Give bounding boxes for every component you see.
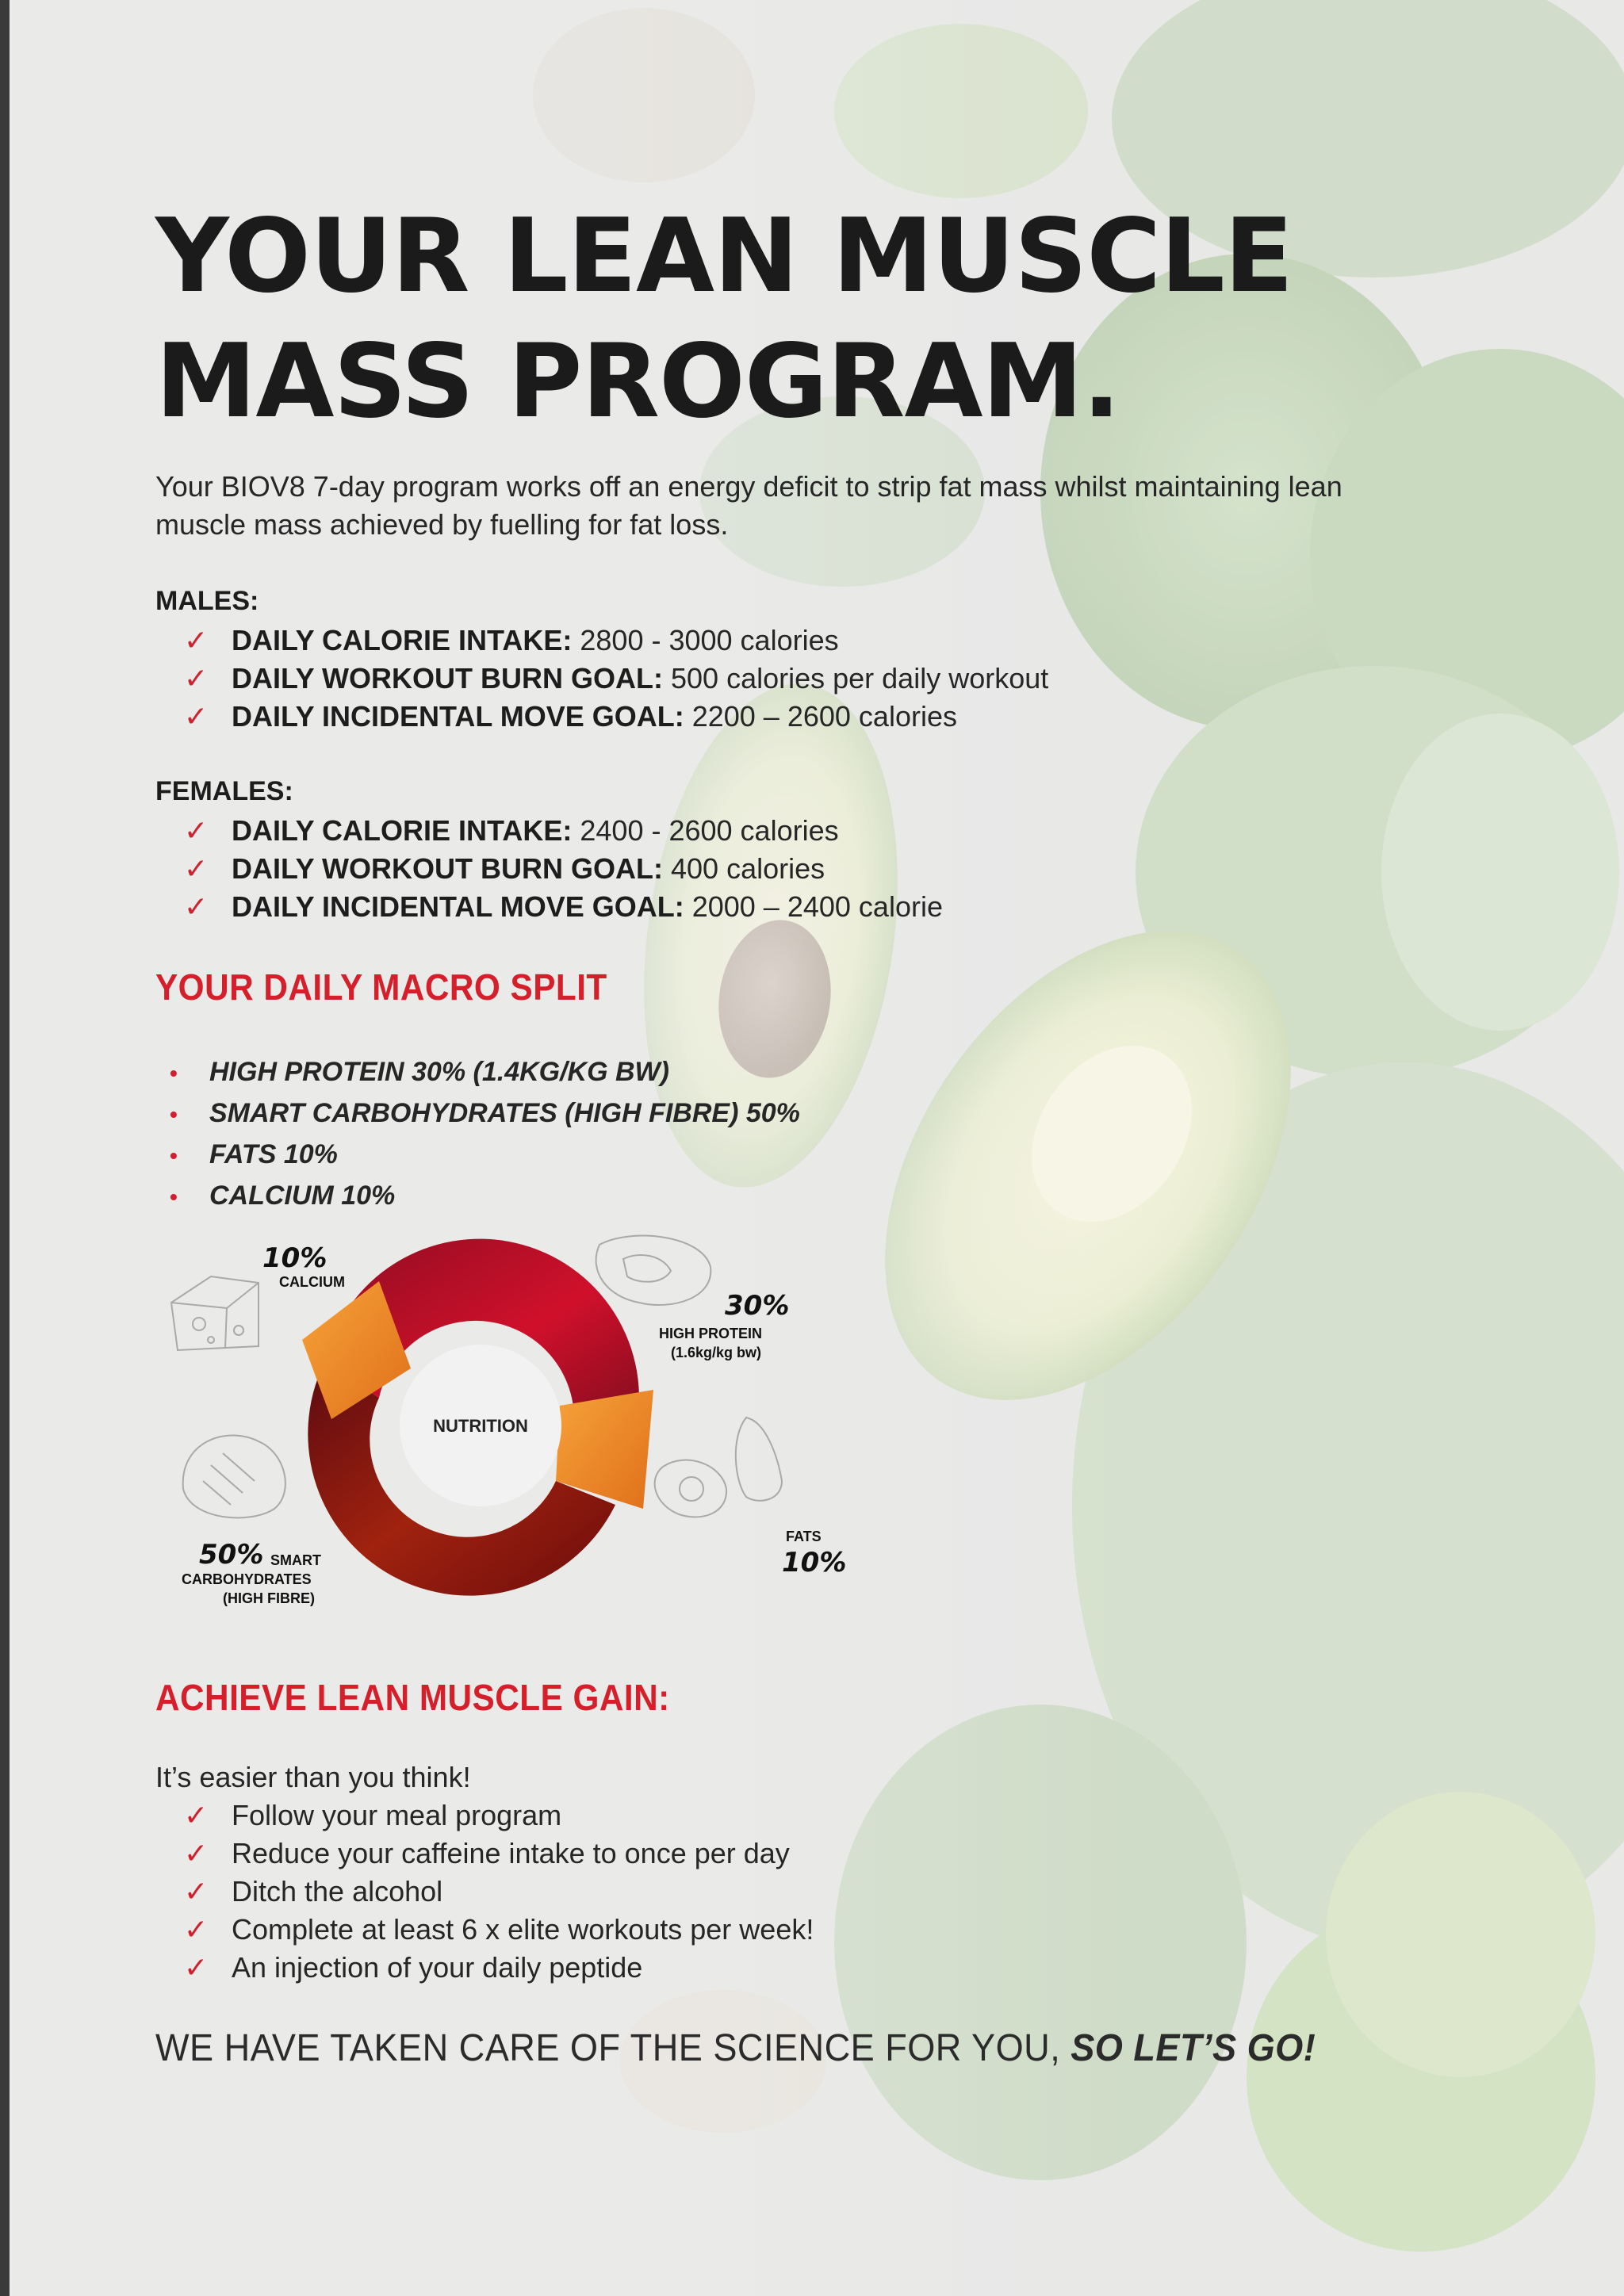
protein-label: HIGH PROTEIN (659, 1326, 763, 1341)
list-item: ✓ DAILY CALORIE INTAKE: 2800 - 3000 calories (184, 622, 1048, 660)
intro-paragraph: Your BIOV8 7-day program works off an energy deficit to strip fat mass whilst maintaining lean muscle mass achieved by fuelling for fat loss. (155, 470, 1342, 541)
meat-icon (596, 1236, 711, 1305)
check-icon: ✓ (184, 815, 209, 848)
list-item: ✓ DAILY INCIDENTAL MOVE GOAL: 2000 – 2400 calorie (184, 888, 943, 926)
bullet-icon: • (170, 1184, 178, 1209)
protein-pct: 30% (725, 1290, 790, 1322)
females-label: FEMALES: (155, 776, 293, 806)
calcium-pct: 10% (262, 1242, 327, 1274)
list-item: • SMART CARBOHYDRATES (HIGH FIBRE) 50% (170, 1093, 800, 1134)
males-label: MALES: (155, 586, 259, 616)
list-item: ✓ Ditch the alcohol (184, 1873, 814, 1911)
carbs-label-2: CARBOHYDRATES (182, 1571, 312, 1587)
list-item: • HIGH PROTEIN 30% (1.4KG/KG BW) (170, 1051, 800, 1093)
check-icon: ✓ (184, 625, 209, 657)
lean-muscle-gain-heading: ACHIEVE LEAN MUSCLE GAIN: (155, 1677, 670, 1718)
check-icon: ✓ (184, 1838, 209, 1870)
carbs-sub: (HIGH FIBRE) (223, 1590, 315, 1606)
nutrition-donut (302, 1239, 653, 1596)
macro-list (170, 1051, 800, 1216)
title-line-1: YOUR LEAN MUSCLE (155, 197, 1293, 316)
list-item: ✓ Complete at least 6 x elite workouts per week! (184, 1911, 814, 1949)
cheese-icon (171, 1276, 259, 1350)
check-icon: ✓ (184, 1914, 209, 1946)
list-item: ✓ Follow your meal program (184, 1797, 814, 1835)
check-icon: ✓ (184, 663, 209, 695)
gain-list (184, 1797, 814, 1987)
avocado-icon (655, 1418, 782, 1517)
list-item: ✓ DAILY INCIDENTAL MOVE GOAL: 2200 – 2600 calories (184, 698, 1048, 736)
fats-label: FATS (786, 1529, 822, 1544)
left-edge-strip (0, 0, 10, 2296)
title-line-2: MASS PROGRAM. (155, 323, 1120, 441)
list-item: ✓ An injection of your daily peptide (184, 1949, 814, 1987)
check-icon: ✓ (184, 891, 209, 924)
check-icon: ✓ (184, 701, 209, 733)
macro-split-heading: YOUR DAILY MACRO SPLIT (155, 966, 607, 1008)
list-item: ✓ Reduce your caffeine intake to once per day (184, 1835, 814, 1873)
bullet-icon: • (170, 1143, 178, 1168)
list-item: • FATS 10% (170, 1134, 800, 1175)
carbs-label-1: SMART (270, 1552, 321, 1568)
footer-tagline: WE HAVE TAKEN CARE OF THE SCIENCE FOR YOU, SO LET’S GO! (155, 2027, 1316, 2069)
bullet-icon: • (170, 1061, 178, 1085)
females-list (184, 812, 943, 926)
list-item: ✓ DAILY WORKOUT BURN GOAL: 500 calories per daily workout (184, 660, 1048, 698)
easier-lead-text: It’s easier than you think! (155, 1761, 471, 1793)
list-item: ✓ DAILY CALORIE INTAKE: 2400 - 2600 calories (184, 812, 943, 850)
fats-pct: 10% (782, 1547, 847, 1578)
calcium-label: CALCIUM (279, 1274, 345, 1290)
bread-icon (183, 1436, 285, 1518)
carbs-pct: 50% (199, 1539, 264, 1571)
list-item: ✓ DAILY WORKOUT BURN GOAL: 400 calories (184, 850, 943, 888)
check-icon: ✓ (184, 1876, 209, 1908)
protein-sub: (1.6kg/kg bw) (671, 1345, 762, 1360)
males-list (184, 622, 1048, 736)
nutrition-infographic (155, 1227, 869, 1624)
page-title (155, 194, 1293, 445)
donut-center-label: NUTRITION (433, 1416, 528, 1436)
list-item: • CALCIUM 10% (170, 1175, 800, 1216)
check-icon: ✓ (184, 853, 209, 886)
check-icon: ✓ (184, 1952, 209, 1984)
footer-emphasis: SO LET’S GO! (1071, 2027, 1316, 2069)
bullet-icon: • (170, 1102, 178, 1127)
check-icon: ✓ (184, 1800, 209, 1832)
